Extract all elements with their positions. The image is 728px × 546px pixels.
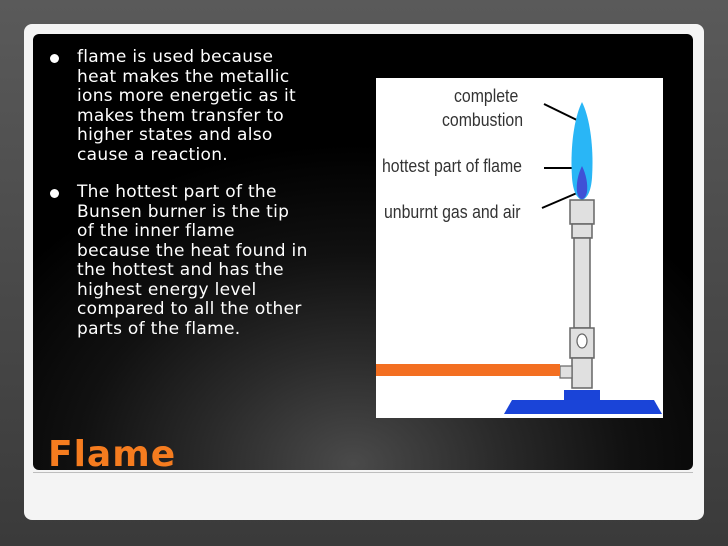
bullet-item	[45, 48, 355, 165]
burner-base	[504, 400, 662, 414]
burner-collar	[570, 200, 594, 224]
air-hole	[577, 334, 587, 348]
label-unburnt-gas: unburnt gas and air	[384, 202, 521, 222]
bullet-text: flame is used because heat makes the metallic ions more energetic as it makes them transfer to higher states and also cause a reaction.	[77, 47, 296, 165]
burner-illustration	[376, 78, 663, 418]
slide-title: Flame	[48, 434, 177, 475]
bullet-item	[45, 183, 355, 339]
bullet-dot-icon	[50, 54, 59, 63]
bunsen-burner-diagram	[376, 78, 663, 418]
bullet-text: The hottest part of the Bunsen burner is the tip of the inner flame because the heat found in the hottest and has the highest energy level compared to all the other parts of the flame.	[77, 182, 308, 339]
burner-neck	[572, 224, 592, 238]
gas-inlet	[560, 366, 572, 378]
burner-lower-stem	[572, 358, 592, 388]
burner-barrel	[574, 238, 590, 328]
burner-base-top	[564, 390, 600, 402]
label-complete: complete	[454, 86, 519, 106]
bullet-dot-icon	[50, 189, 59, 198]
gas-tube	[376, 364, 560, 376]
label-combustion: combustion	[442, 110, 524, 130]
label-hottest-part: hottest part of flame	[382, 156, 523, 176]
bullet-list	[45, 48, 355, 357]
slide-footer-band	[33, 472, 693, 511]
